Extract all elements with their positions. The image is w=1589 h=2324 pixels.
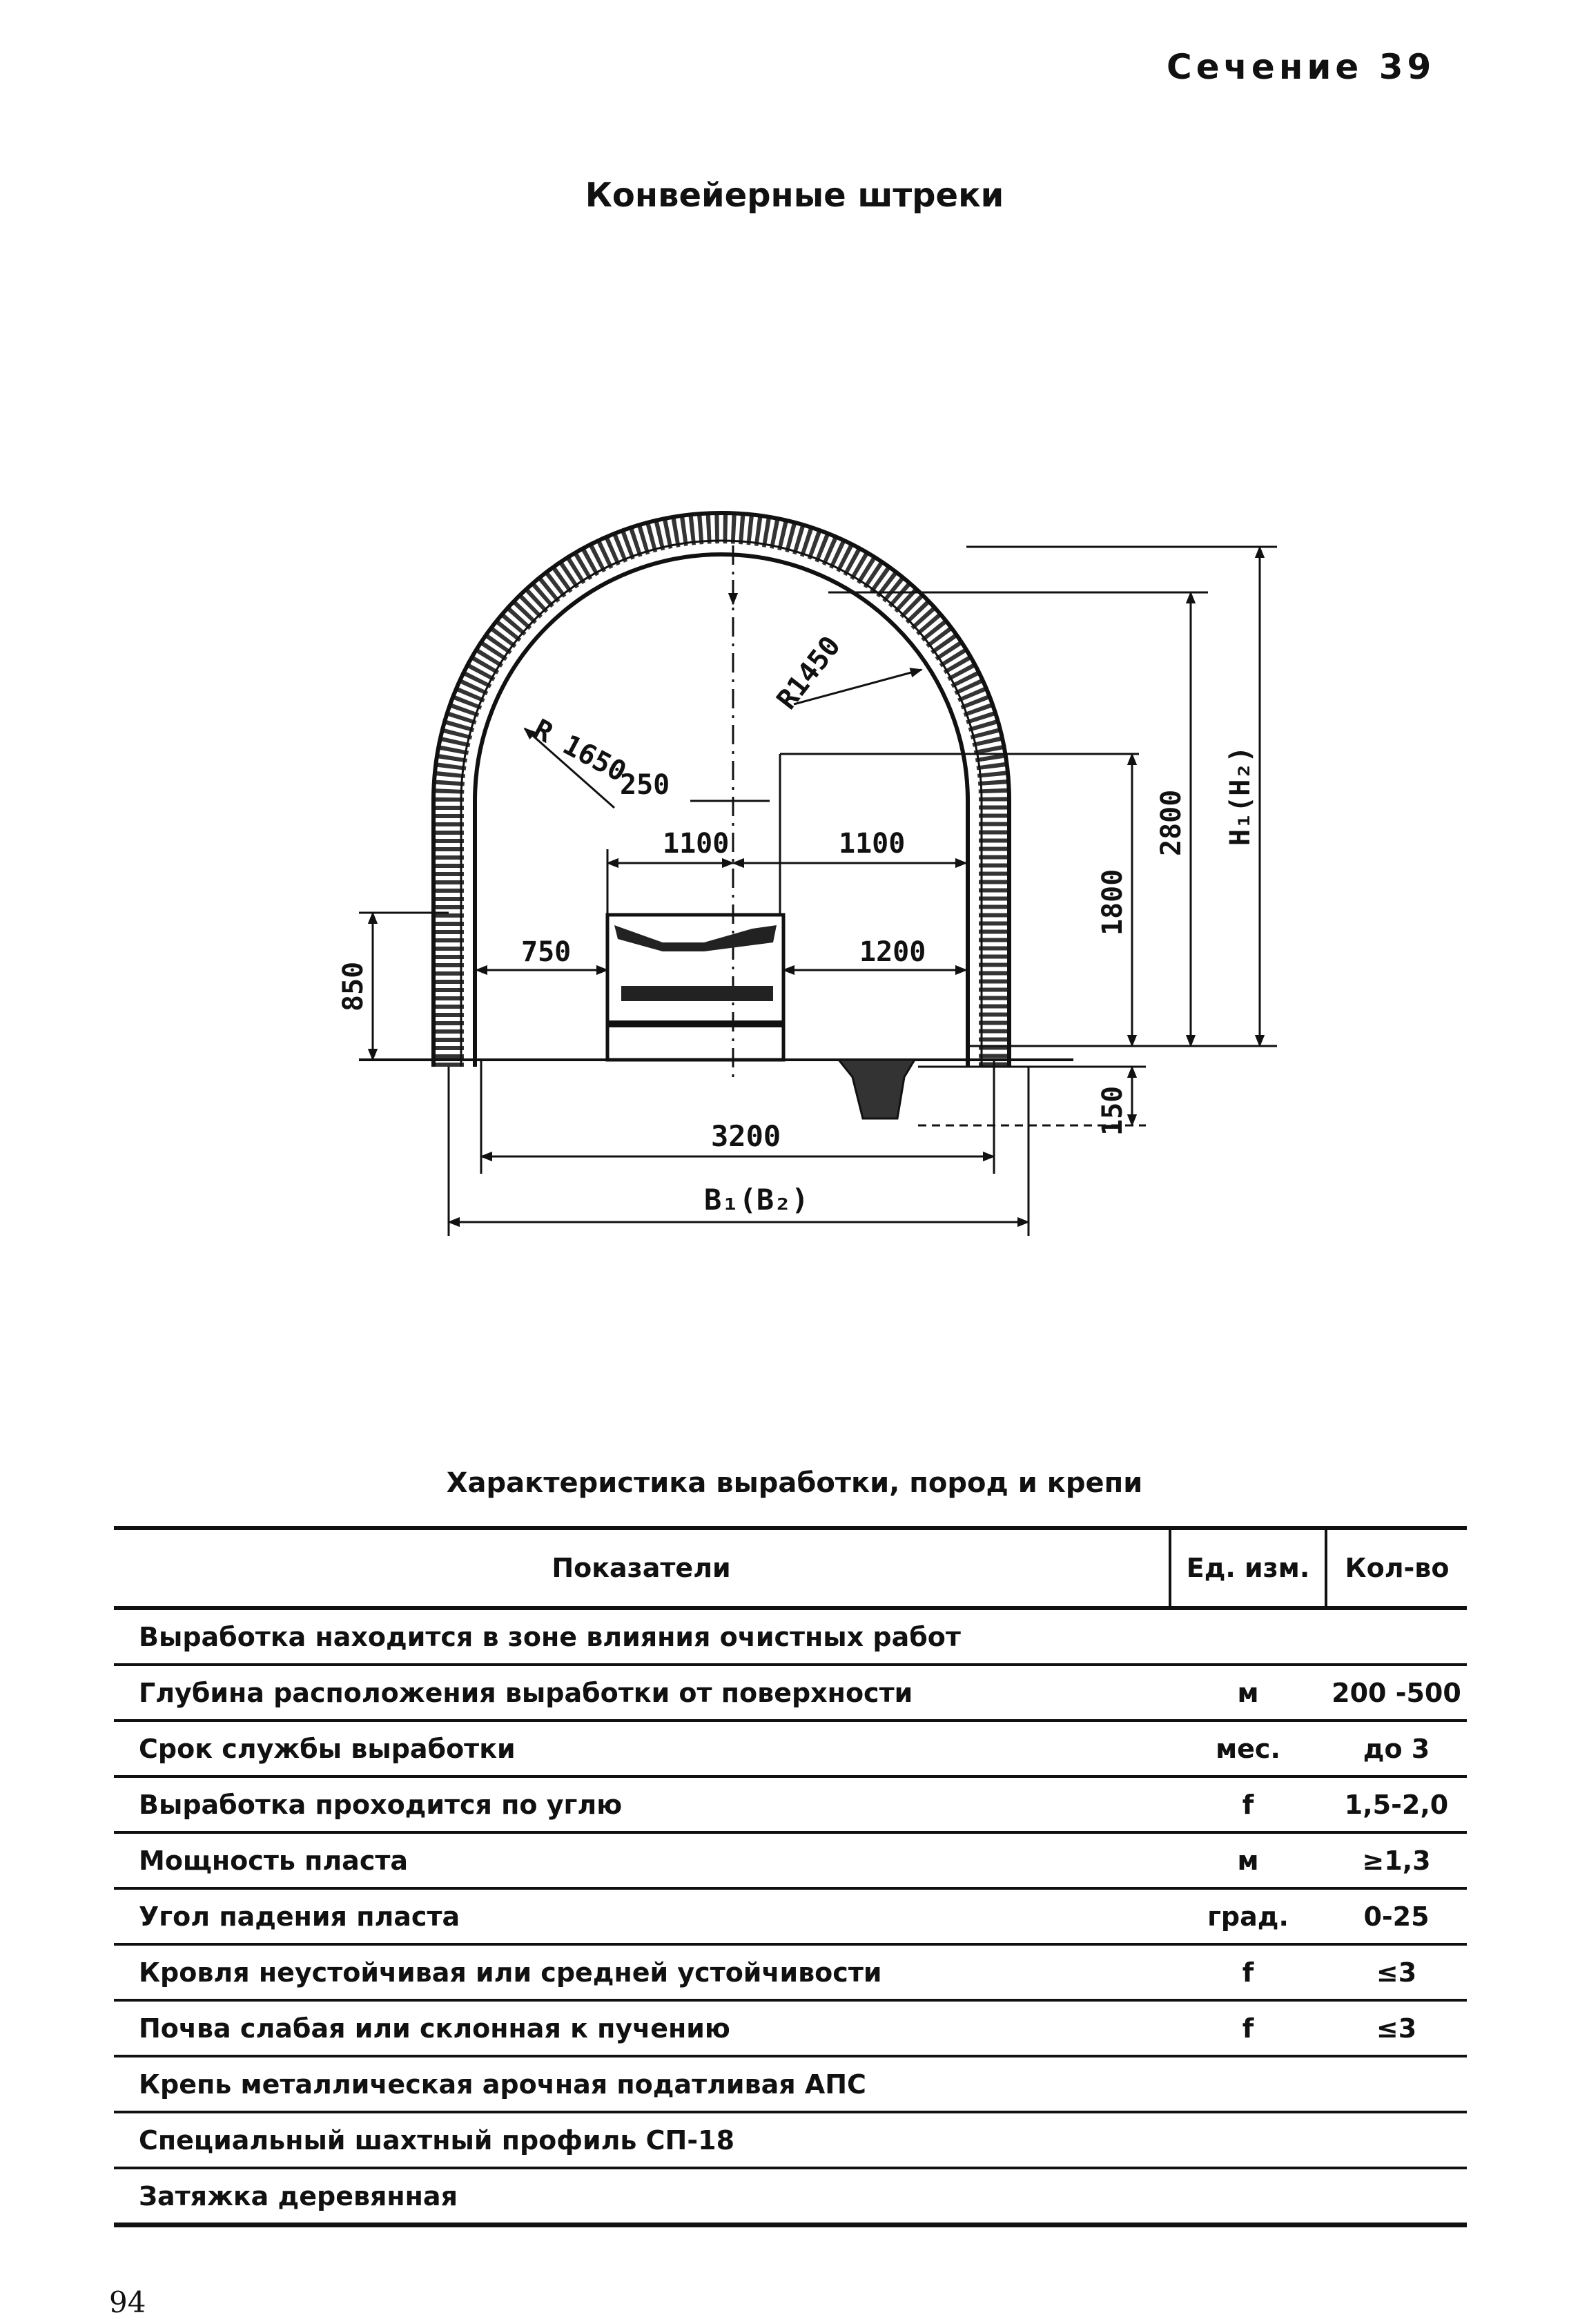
header-indicator: Показатели — [114, 1528, 1170, 1608]
row-name: Специальный шахтный профиль СП-18 — [114, 2112, 1170, 2168]
section-number: Сечение 39 — [1167, 47, 1436, 87]
row-name: Затяжка деревянная — [114, 2168, 1170, 2225]
row-value: 0-25 — [1326, 1888, 1467, 1944]
row-name: Срок службы выработки — [114, 1721, 1170, 1776]
row-value: ≥1,3 — [1326, 1832, 1467, 1888]
row-unit: f — [1170, 2000, 1326, 2056]
header-value: Кол-во — [1326, 1528, 1467, 1608]
page-title: Конвейерные штреки — [585, 176, 1004, 215]
dim-850: 850 — [338, 961, 369, 1011]
row-name: Почва слабая или склонная к пучению — [114, 2000, 1170, 2056]
table-row — [114, 1832, 1467, 1888]
row-value — [1326, 2168, 1467, 2225]
table-row — [114, 1888, 1467, 1944]
conveyor-belt — [614, 925, 777, 951]
dim-150: 150 — [1097, 1085, 1129, 1136]
row-name: Кровля неустойчивая или средней устойчивости — [114, 1944, 1170, 2000]
row-value — [1326, 2112, 1467, 2168]
header-unit: Ед. изм. — [1170, 1528, 1326, 1608]
row-name: Крепь металлическая арочная податливая АПС — [114, 2056, 1170, 2112]
conveyor-base — [607, 1020, 783, 1027]
table-row — [114, 1608, 1467, 1665]
table-row — [114, 2112, 1467, 2168]
dim-h: H₁(H₂) — [1225, 746, 1256, 846]
row-unit — [1170, 2168, 1326, 2225]
dim-1100-left: 1100 — [663, 828, 730, 860]
table-row — [114, 2168, 1467, 2225]
dim-b: B₁(B₂) — [704, 1183, 809, 1217]
dim-1800: 1800 — [1097, 869, 1129, 936]
table-row — [114, 1721, 1467, 1776]
dim-750: 750 — [521, 936, 572, 968]
row-value: ≤3 — [1326, 2000, 1467, 2056]
dim-250: 250 — [620, 769, 670, 801]
dim-1200: 1200 — [859, 936, 926, 968]
row-value — [1326, 2056, 1467, 2112]
row-unit — [1170, 2112, 1326, 2168]
page-number: 94 — [109, 2285, 146, 2319]
row-name: Глубина расположения выработки от поверхности — [114, 1665, 1170, 1721]
dim-2800: 2800 — [1156, 789, 1187, 856]
table-row — [114, 1776, 1467, 1832]
row-value: 1,5-2,0 — [1326, 1776, 1467, 1832]
row-name: Угол падения пласта — [114, 1888, 1170, 1944]
table-row — [114, 1944, 1467, 2000]
drain-gutter — [839, 1060, 915, 1119]
row-value: ≤3 — [1326, 1944, 1467, 2000]
arch-outer-edge — [433, 513, 1009, 1067]
row-unit: f — [1170, 1776, 1326, 1832]
row-name: Выработка находится в зоне влияния очистных работ — [114, 1608, 1170, 1665]
row-name: Выработка проходится по углю — [114, 1776, 1170, 1832]
table-row — [114, 2056, 1467, 2112]
row-unit: м — [1170, 1832, 1326, 1888]
conveyor-return — [621, 986, 773, 1001]
table-row — [114, 1665, 1467, 1721]
row-unit: град. — [1170, 1888, 1326, 1944]
row-name: Мощность пласта — [114, 1832, 1170, 1888]
radius-1450-label: R1450 — [770, 630, 848, 716]
row-value: до 3 — [1326, 1721, 1467, 1776]
row-value — [1326, 1608, 1467, 1665]
table-row — [114, 2000, 1467, 2056]
row-unit: мес. — [1170, 1721, 1326, 1776]
characteristics-table — [114, 1526, 1467, 2227]
table-caption: Характеристика выработки, пород и крепи — [446, 1467, 1143, 1499]
row-unit: f — [1170, 1944, 1326, 2000]
radius-1650-label: R 1650 — [528, 713, 632, 788]
dim-1100-right: 1100 — [839, 828, 906, 860]
row-unit — [1170, 2056, 1326, 2112]
row-unit: м — [1170, 1665, 1326, 1721]
row-value: 200 -500 — [1326, 1665, 1467, 1721]
dim-3200: 3200 — [711, 1119, 781, 1153]
row-unit — [1170, 1608, 1326, 1665]
